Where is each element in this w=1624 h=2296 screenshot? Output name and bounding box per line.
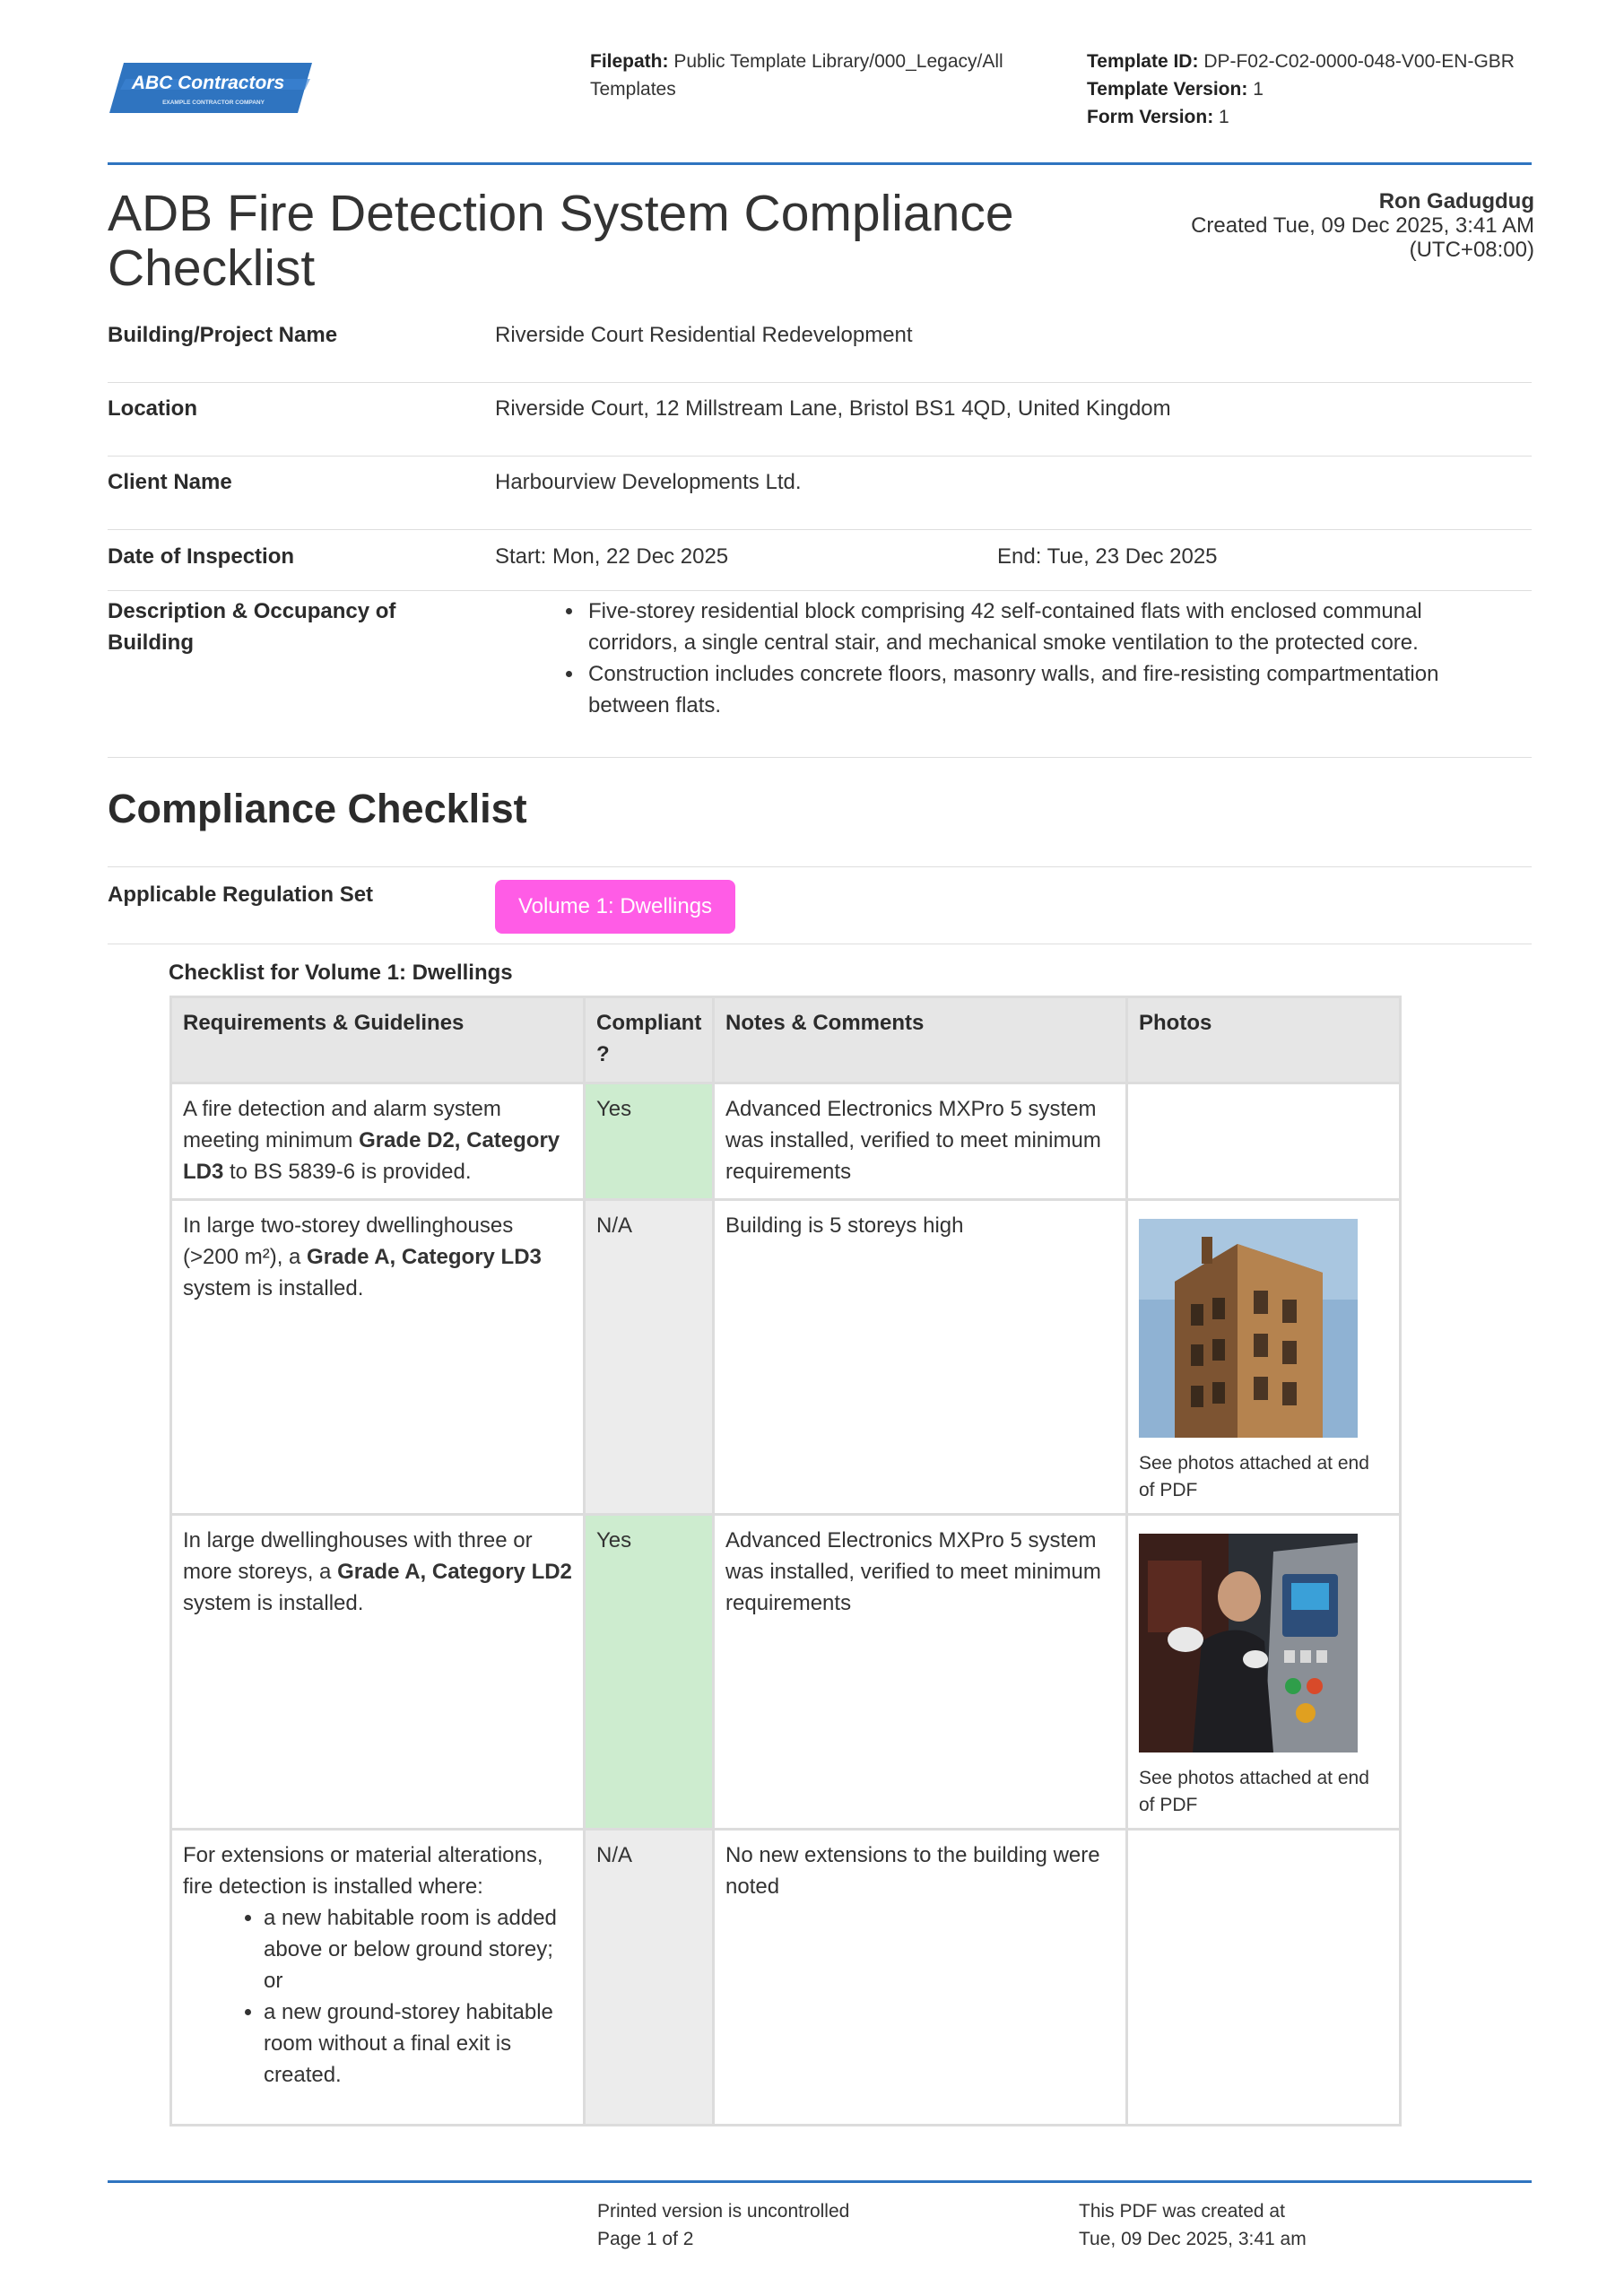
requirement-cell xyxy=(171,1830,585,2126)
description-item: • Construction includes concrete floors, masonry walls, and fire-resisting compartmentation between flats. xyxy=(585,658,1517,721)
column-header-photos: Photos xyxy=(1127,997,1401,1083)
form-version-value: 1 xyxy=(1219,107,1229,127)
table-header-row xyxy=(171,997,1401,1083)
regulation-label: Applicable Regulation Set xyxy=(108,883,374,907)
compliant-cell: N/A xyxy=(585,1830,714,2126)
inspection-date-label: Date of Inspection xyxy=(108,544,295,569)
client-value: Harbourview Developments Ltd. xyxy=(495,470,802,494)
inspection-start-date: Start: Mon, 22 Dec 2025 xyxy=(495,544,729,569)
created-timezone: (UTC+08:00) xyxy=(1409,238,1534,262)
photos-cell xyxy=(1127,1830,1401,2126)
requirement-list-item: • a new habitable room is added above or below ground storey; or xyxy=(264,1902,572,1996)
photo-caption: See photos attached at end of PDF xyxy=(1139,1453,1369,1500)
filepath-info xyxy=(590,48,1038,103)
template-info xyxy=(1087,48,1553,131)
table-row xyxy=(171,1083,1401,1200)
photos-cell xyxy=(1127,1200,1401,1515)
description-list xyxy=(495,596,1517,721)
logo-tagline: EXAMPLE CONTRACTOR COMPANY xyxy=(162,100,265,106)
regulation-row xyxy=(108,870,1532,944)
client-label: Client Name xyxy=(108,470,232,494)
compliance-section-title: Compliance Checklist xyxy=(108,786,527,831)
building-photo[interactable] xyxy=(1139,1219,1358,1438)
checklist-title: Checklist for Volume 1: Dwellings xyxy=(169,961,513,985)
requirement-list xyxy=(183,1902,572,2091)
template-version-label: Template Version: xyxy=(1087,79,1248,100)
created-info xyxy=(1032,189,1534,262)
compliance-table xyxy=(169,996,1402,2126)
requirement-grade: Grade A, Category LD2 xyxy=(337,1560,572,1584)
column-header-requirements: Requirements & Guidelines xyxy=(171,997,585,1083)
footer-created-date: Tue, 09 Dec 2025, 3:41 am xyxy=(1079,2229,1307,2249)
description-value xyxy=(495,596,1517,721)
requirement-cell xyxy=(171,1515,585,1830)
template-id-label: Template ID: xyxy=(1087,51,1199,72)
logo-name: ABC Contractors xyxy=(131,73,285,93)
header-divider xyxy=(108,162,1532,165)
compliant-cell: N/A xyxy=(585,1200,714,1515)
notes-cell: Building is 5 storeys high xyxy=(714,1200,1127,1515)
requirement-text: In large dwellinghouses with three or more storeys, a xyxy=(183,1528,533,1584)
inspection-end-date: End: Tue, 23 Dec 2025 xyxy=(997,544,1218,569)
requirement-list-item: • a new ground-storey habitable room without a final exit is created. xyxy=(264,1996,572,2091)
location-value: Riverside Court, 12 Millstream Lane, Bristol BS1 4QD, United Kingdom xyxy=(495,396,1171,421)
footer-print-info xyxy=(597,2197,992,2253)
company-logo xyxy=(108,59,314,117)
description-item: • Five-storey residential block comprising 42 self-contained flats with enclosed communal corridors, a single central stair, and mechanical smoke ventilation to the protected core. xyxy=(585,596,1517,658)
section-divider xyxy=(108,866,1532,867)
requirement-cell xyxy=(171,1200,585,1515)
regulation-badge: Volume 1: Dwellings xyxy=(495,880,735,934)
form-version-line xyxy=(1087,103,1553,131)
photos-cell xyxy=(1127,1515,1401,1830)
location-label: Location xyxy=(108,396,197,421)
template-version-line xyxy=(1087,75,1553,103)
compliant-cell: Yes xyxy=(585,1515,714,1830)
requirement-text: to BS 5839-6 is provided. xyxy=(223,1160,472,1184)
table-row xyxy=(171,1200,1401,1515)
location-row xyxy=(108,393,1532,457)
photo-caption: See photos attached at end of PDF xyxy=(1139,1768,1369,1815)
filepath-label: Filepath: xyxy=(590,51,669,72)
created-date: Created Tue, 09 Dec 2025, 3:41 AM xyxy=(1191,213,1534,238)
column-header-notes: Notes & Comments xyxy=(714,997,1127,1083)
building-label: Building/Project Name xyxy=(108,323,338,347)
requirement-text: A fire detection and alarm system meeting minimum xyxy=(183,1097,501,1152)
footer-created-info xyxy=(1079,2197,1491,2253)
notes-cell: Advanced Electronics MXPro 5 system was installed, verified to meet minimum requirements xyxy=(714,1083,1127,1200)
template-id-value: DP-F02-C02-0000-048-V00-EN-GBR xyxy=(1203,51,1515,72)
column-header-compliant: Compliant ? xyxy=(585,997,714,1083)
requirement-grade: Grade A, Category LD3 xyxy=(307,1245,542,1269)
client-row xyxy=(108,466,1532,530)
footer-uncontrolled-note: Printed version is uncontrolled xyxy=(597,2201,850,2222)
footer-created-label: This PDF was created at xyxy=(1079,2201,1285,2222)
notes-cell: Advanced Electronics MXPro 5 system was installed, verified to meet minimum requirements xyxy=(714,1515,1127,1830)
template-version-value: 1 xyxy=(1253,79,1264,100)
form-version-label: Form Version: xyxy=(1087,107,1214,127)
inspection-date-row xyxy=(108,541,1532,591)
requirement-text: system is installed. xyxy=(183,1591,364,1615)
template-id-line xyxy=(1087,48,1553,75)
description-label: Description & Occupancy of Building xyxy=(108,599,396,655)
author-name: Ron Gadugdug xyxy=(1378,189,1534,213)
requirement-text: For extensions or material alterations, fire detection is installed where: xyxy=(183,1843,543,1899)
requirement-grade: Grade D2, Category LD3 xyxy=(183,1128,560,1184)
photos-cell xyxy=(1127,1083,1401,1200)
technician-panel-photo[interactable] xyxy=(1139,1534,1358,1752)
requirement-cell xyxy=(171,1083,585,1200)
requirement-text: system is installed. xyxy=(183,1276,364,1300)
requirement-text: In large two-storey dwellinghouses (>200 m²), a xyxy=(183,1213,514,1269)
building-value: Riverside Court Residential Redevelopment xyxy=(495,323,913,347)
table-row xyxy=(171,1830,1401,2126)
description-row xyxy=(108,596,1532,758)
table-row xyxy=(171,1515,1401,1830)
notes-cell: No new extensions to the building were noted xyxy=(714,1830,1127,2126)
building-row xyxy=(108,319,1532,383)
document-title: ADB Fire Detection System Compliance Checklist xyxy=(108,185,1014,297)
compliant-cell: Yes xyxy=(585,1083,714,1200)
filepath-value: Public Template Library/000_Legacy/All Templates xyxy=(590,51,1003,100)
footer-page-number: Page 1 of 2 xyxy=(597,2229,694,2249)
footer-divider xyxy=(108,2180,1532,2183)
